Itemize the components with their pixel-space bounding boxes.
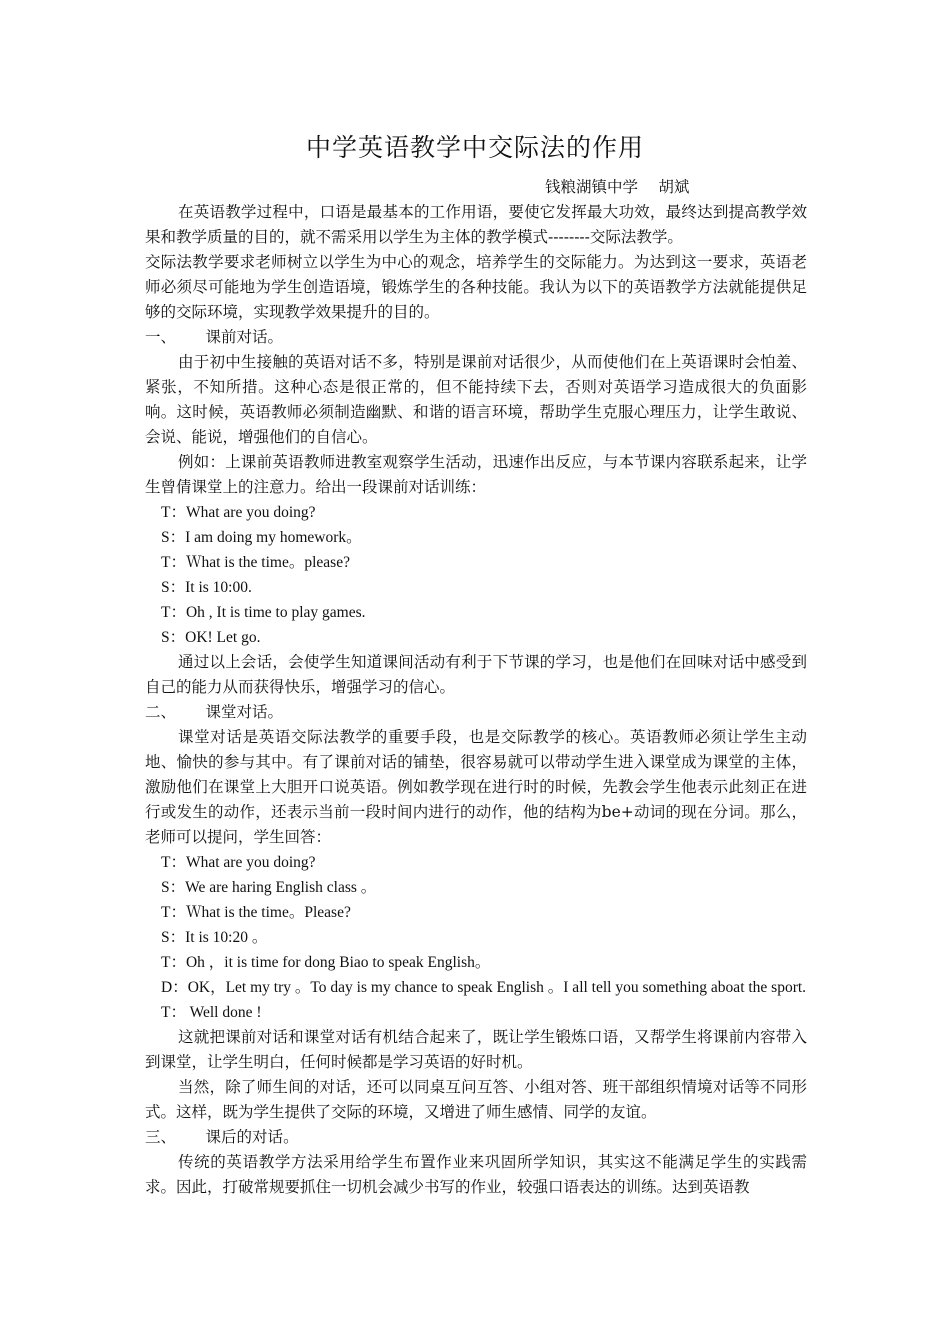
paragraph: 例如：上课前英语教师进教室观察学生活动，迅速作出反应，与本节课内容联系起来，让学生曾倩课堂上的注意力。给出一段课前对话训练： [145, 453, 807, 496]
paragraph: 在英语教学过程中，口语是最基本的工作用语，要使它发挥最大功效，最终达到提高教学效果和教学质量的目的，就不需采用以学生为主体的教学模式--------交际法教学。 [145, 203, 807, 246]
dialogue-line: S：It is 10:00. [161, 579, 252, 596]
dialogue-line: T：Ｗhat is the time。Please? [161, 904, 351, 921]
paragraph: 当然，除了师生间的对话，还可以同桌互问互答、小组对答、班干部组织情境对话等不同形式。这样，既为学生提供了交际的环境，又增进了师生感情、同学的友谊。 [145, 1078, 807, 1121]
dialogue-line: S：It is 10:20 。 [161, 929, 268, 946]
paragraph: 传统的英语教学方法采用给学生布置作业来巩固所学知识，其实这不能满足学生的实践需求。因此，打破常规要抓住一切机会减少书写的作业，较强口语表达的训练。达到英语教 [145, 1153, 807, 1196]
paragraph: 交际法教学要求老师树立以学生为中心的观念，培养学生的交际能力。为达到这一要求，英语老师必须尽可能地为学生创造语境，锻炼学生的各种技能。我认为以下的英语教学方法就能提供足够的交际环境，实现教学效果提升的目的。 [145, 253, 807, 321]
dialogue-line: T：Oh , It is time to play games. [161, 604, 366, 621]
document-title: 中学英语教学中交际法的作用 [305, 133, 644, 162]
dialogue-line: S：OK! Let go. [161, 629, 261, 646]
dialogue-line: T：Oh ，it is time for dong Biao to speak English。 [161, 954, 491, 971]
author-line: 钱粮湖镇中学 胡斌 [545, 178, 690, 196]
paragraph: 这就把课前对话和课堂对话有机结合起来了，既让学生锻炼口语，又帮学生将课前内容带入到课堂，让学生明白，任何时候都是学习英语的好时机。 [145, 1028, 807, 1071]
document-body [145, 200, 807, 1200]
section-heading: 一、 课前对话。 [145, 328, 284, 346]
section-heading: 二、 课堂对话。 [145, 703, 284, 721]
paragraph: 由于初中生接触的英语对话不多，特别是课前对话很少，从而使他们在上英语课时会怕羞、紧张，不知所措。这种心态是很正常的，但不能持续下去，否则对英语学习造成很大的负面影响。这时候，英语教师必须制造幽默、和谐的语言环境，帮助学生克服心理压力，让学生敢说、会说、能说，增强他们的自信心。 [145, 353, 807, 446]
dialogue-line: D：OK，Let my try 。To day is my chance to speak English 。I all tell you something aboat the sport. [161, 979, 807, 996]
dialogue-line: S：I am doing my homework。 [161, 529, 362, 546]
dialogue-line: T：What are you doing? [161, 854, 316, 871]
dialogue-line: T： Well done ! [161, 1004, 262, 1021]
paragraph: 通过以上会话，会使学生知道课间活动有利于下节课的学习，也是他们在回味对话中感受到自己的能力从而获得快乐，增强学习的信心。 [145, 653, 807, 696]
dialogue-line: T：Ｗhat is the time。please? [161, 554, 350, 571]
dialogue-line: T：What are you doing? [161, 504, 316, 521]
paragraph: 课堂对话是英语交际法教学的重要手段，也是交际教学的核心。英语教师必须让学生主动地、愉快的参与其中。有了课前对话的铺垫，很容易就可以带动学生进入课堂成为课堂的主体，激励他们在课堂上大胆开口说英语。例如教学现在进行时的时候，先教会学生他表示此刻正在进行或发生的动作，还表示当前一段时间内进行的动作，他的结构为be+动词的现在分词。那么，老师可以提问，学生回答： [145, 728, 807, 846]
section-heading: 三、 课后的对话。 [145, 1128, 299, 1146]
dialogue-line: S：We are haring English class 。 [161, 879, 377, 896]
